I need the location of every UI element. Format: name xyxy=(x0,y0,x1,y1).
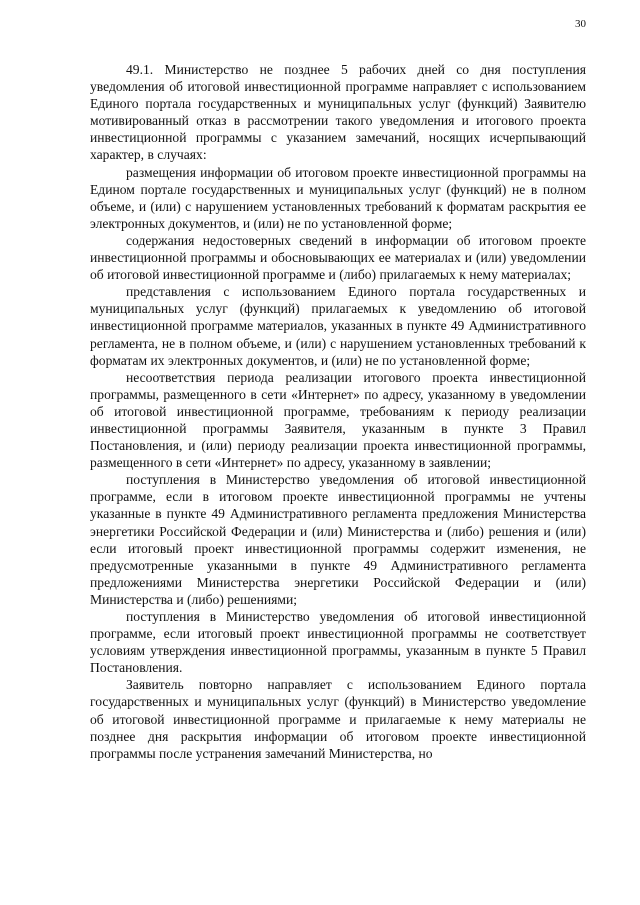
paragraph-case-conditions-not-met: поступления в Министерство уведомления об итоговой инвестиционной программе, если итоговый проект инвестиционной программы не соответствует условиям утверждения инвестиционной программы, указанным в пункте 5 Правил Постановления. xyxy=(90,609,586,676)
paragraph-case-placement: размещения информации об итоговом проекте инвестиционной программы на Едином портале государственных и муниципальных услуг (функций) не в полном объеме, и (или) с нарушением установленных требований к форматам раскрытия ее электронных документов, и (или) не по установленной форме; xyxy=(90,164,586,231)
page-number: 30 xyxy=(575,18,586,30)
paragraph-case-proposals-not-accounted: поступления в Министерство уведомления об итоговой инвестиционной программе, если в итоговом проекте инвестиционной программы не учтены указанные в пункте 49 Административного регламента предложения Министерства энергетики Российской Федерации и (или) Министерства и (либо) решения и (или) если итоговый проект инвестиционной программы содержит изменения, не предусмотренные указанными в пункте 49 Административного регламента предложениями Министерства энергетики Российской Федерации и (или) Министерства и (либо) решениями; xyxy=(90,472,586,607)
paragraph-case-period-mismatch: несоответствия периода реализации итогового проекта инвестиционной программы, размещенного в сети «Интернет» по адресу, указанному в уведомлении об итоговой инвестиционной программе, требованиям к периоду реализации инвестиционной программы Заявителя, указанным в пункте 3 Правил Постановления, и (или) периоду реализации проекта инвестиционной программы, размещенного в сети «Интернет» по адресу, указанному в заявлении; xyxy=(90,369,586,471)
paragraph-resubmission: Заявитель повторно направляет с использованием Единого портала государственных и муниципальных услуг (функций) в Министерство уведомление об итоговой инвестиционной программе и прилагаемые к нему материалы не позднее дня раскрытия информации об итоговом проекте инвестиционной программы после устранения замечаний Министерства, но xyxy=(90,677,586,761)
paragraph-case-incomplete-materials: представления с использованием Единого портала государственных и муниципальных услуг (функций) прилагаемых к уведомлению об итоговой инвестиционной программе материалов, указанных в пункте 49 Административного регламента, не в полном объеме, и (или) с нарушением установленных требований к форматам их электронных документов, и (или) не по установленной форме; xyxy=(90,284,586,368)
paragraph-49-1: 49.1. Министерство не позднее 5 рабочих дней со дня поступления уведомления об итоговой инвестиционной программе направляет с использованием Единого портала государственных и муниципальных услуг (функций) Заявителю мотивированный отказ в рассмотрении такого уведомления и итогового проекта инвестиционной программы с указанием замечаний, носящих исчерпывающий характер, в случаях: xyxy=(90,62,586,163)
document-body xyxy=(90,61,586,762)
paragraph-case-unreliable-data: содержания недостоверных сведений в информации об итоговом проекте инвестиционной программы и обосновывающих ее материалах и (или) уведомлении об итоговой инвестиционной программе и (либо) прилагаемых к нему материалах; xyxy=(90,232,586,283)
